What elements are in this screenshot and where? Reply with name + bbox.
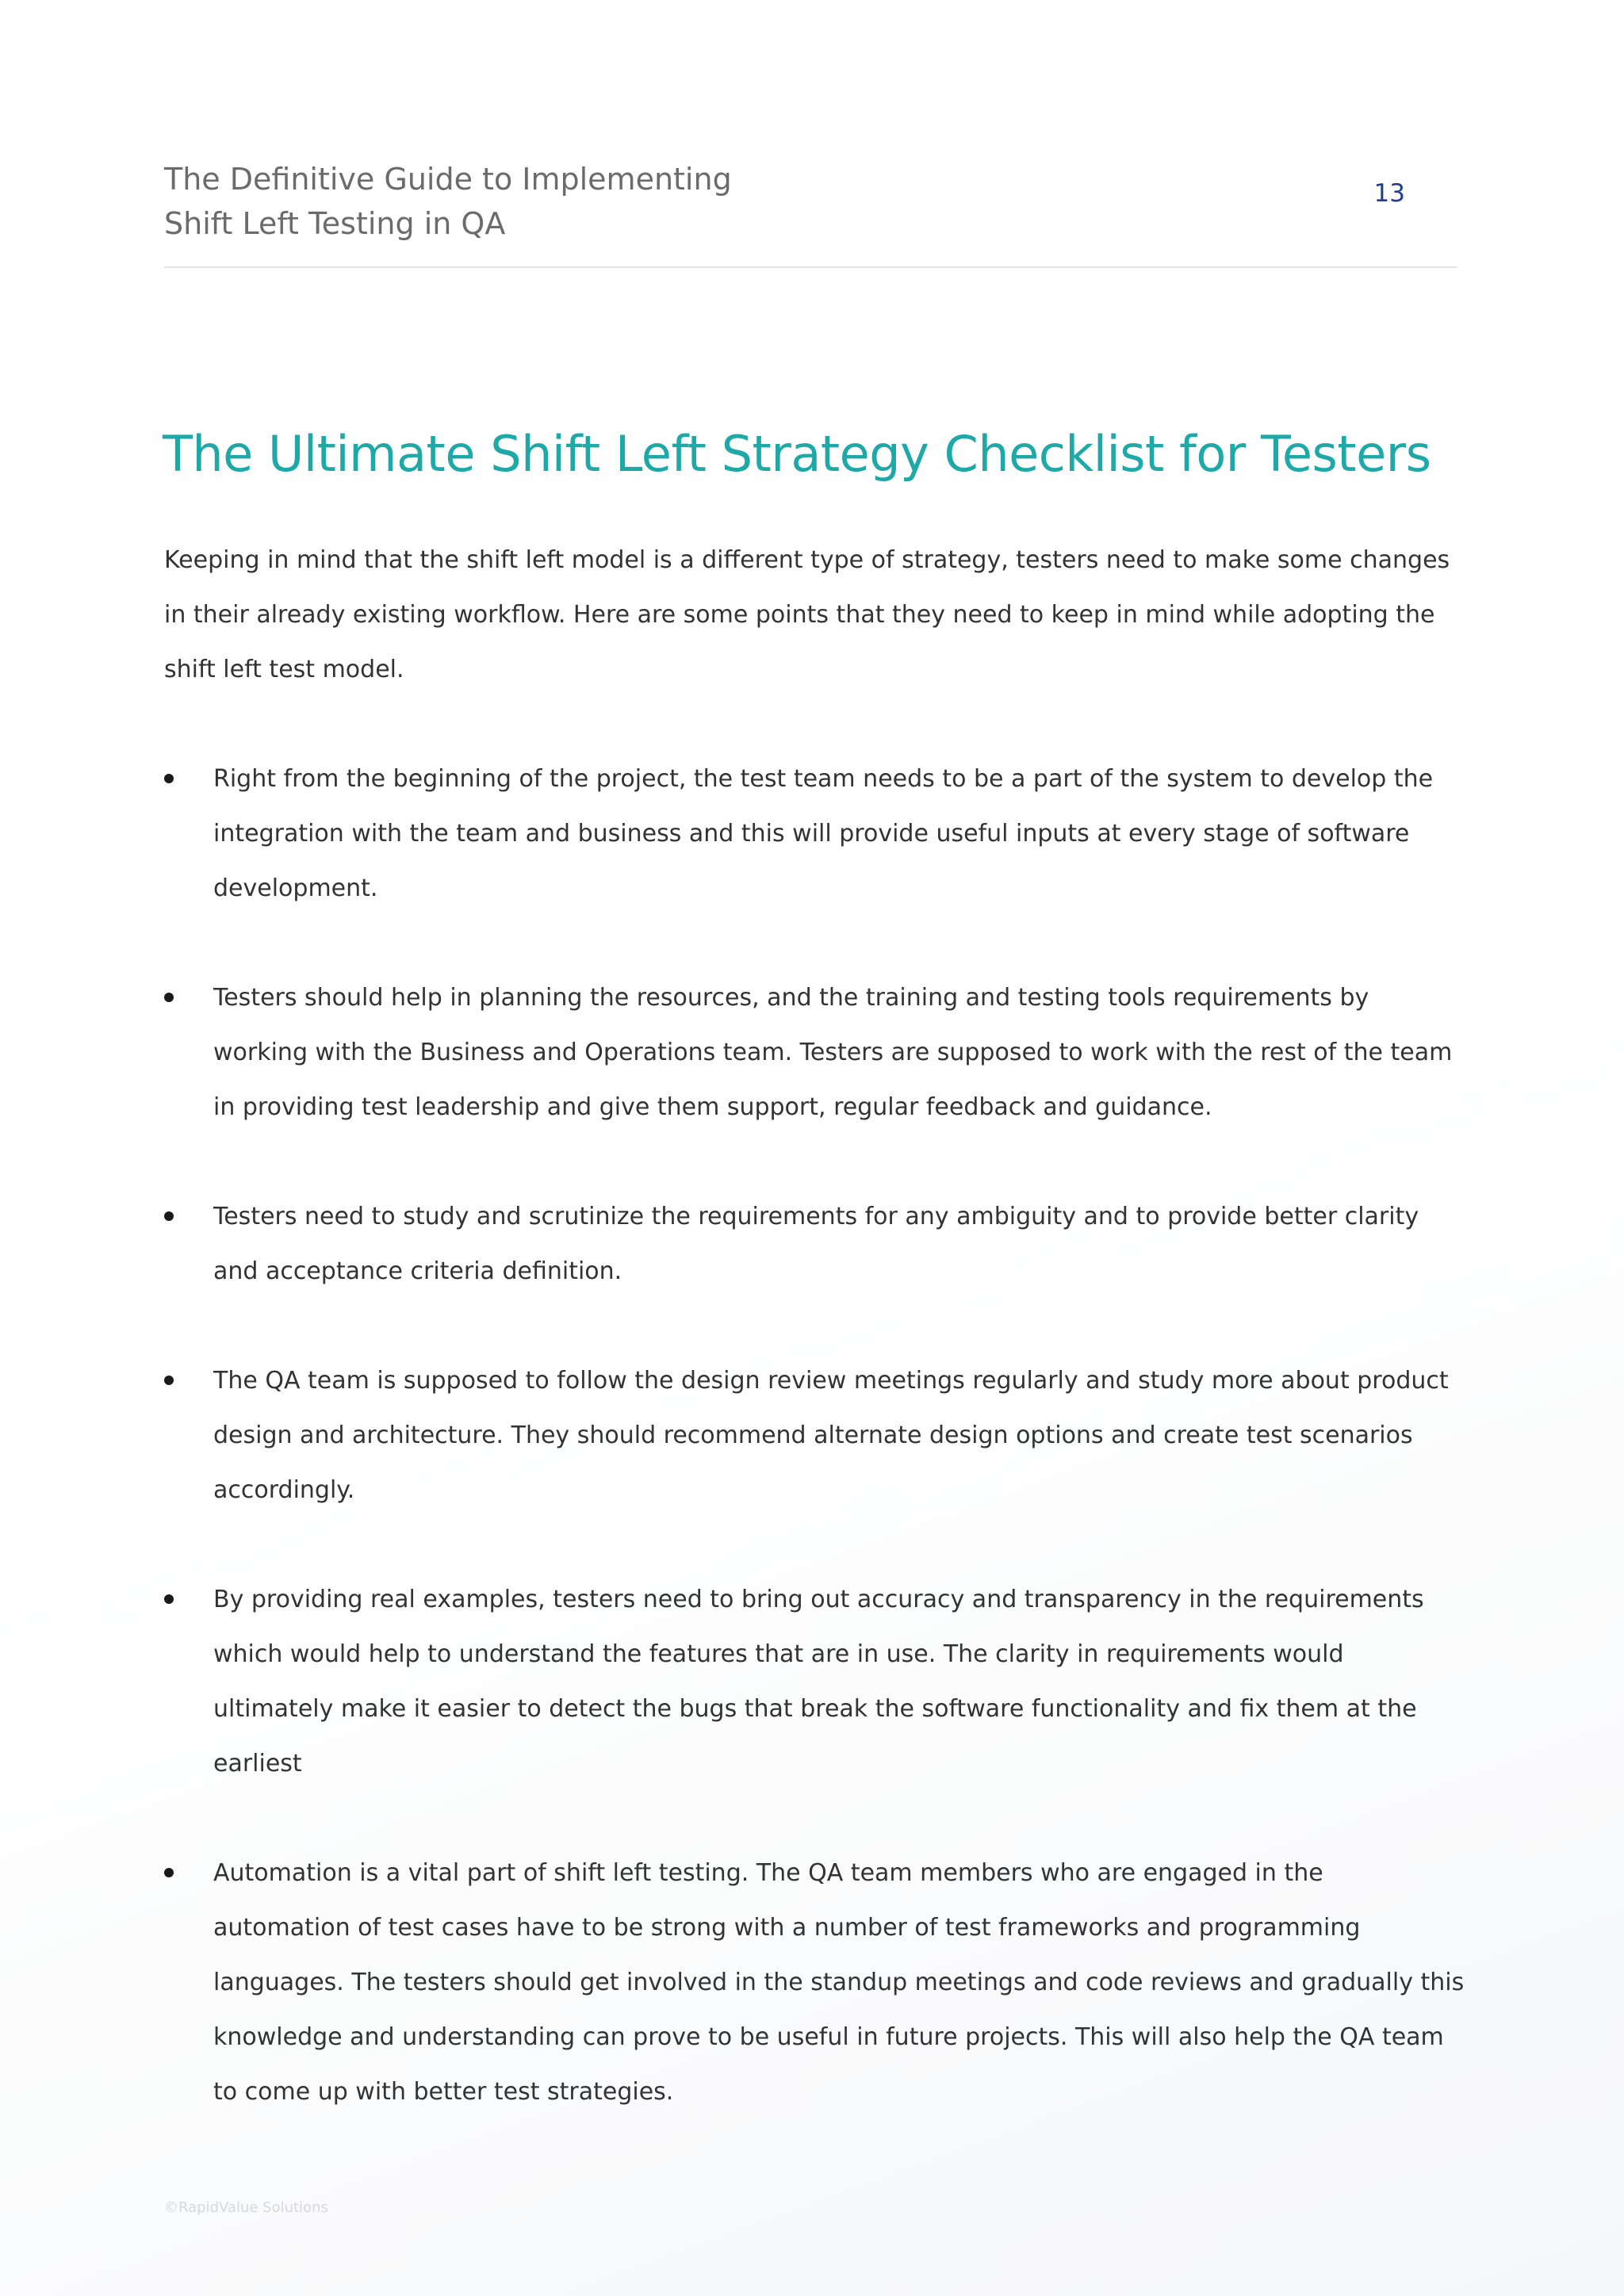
bullet-icon [164,1376,174,1385]
footer-copyright: ©RapidValue Solutions [164,2199,328,2216]
checklist-item [164,1353,1465,1517]
section-title: The Ultimate Shift Left Strategy Checklist for Testers [163,425,1431,483]
checklist-item [164,1572,1465,1791]
checklist-item [164,1846,1465,2119]
document-title-line1: The Definitive Guide to Implementing [164,162,732,197]
document-title [164,157,1457,246]
header-divider [164,266,1457,268]
checklist-item-text: The QA team is supposed to follow the design review meetings regularly and study more about product design and architecture. They should recommend alternate design options and create test scenarios accordingly. [213,1367,1449,1504]
bullet-icon [164,1594,174,1604]
checklist-item-text: Right from the beginning of the project, the test team needs to be a part of the system to develop the integration with the team and business and this will provide useful inputs at every stage of software development. [213,765,1434,902]
page-header [164,157,1457,246]
checklist-item [164,970,1465,1135]
checklist-item-text: By providing real examples, testers need to bring out accuracy and transparency in the requirements which would help to understand the features that are in use. The clarity in requirements would ultimately make it easier to detect the bugs that break the software functionality and fix them at the earliest [213,1586,1424,1777]
checklist-item-text: Testers should help in planning the resources, and the training and testing tools requirements by working with the Business and Operations team. Testers are supposed to work with the rest of the team in providing test leadership and give them support, regular feedback and guidance. [213,984,1453,1121]
page-number: 13 [1373,179,1405,208]
checklist-item [164,752,1465,916]
checklist [164,752,1465,2174]
intro-paragraph: Keeping in mind that the shift left model is a different type of strategy, testers need to make some changes in their already existing workflow. Here are some points that they need to keep in mind while adopting the shift left test model. [164,546,1450,683]
bullet-icon [164,993,174,1002]
checklist-item [164,1189,1465,1299]
document-title-line2: Shift Left Testing in QA [164,206,506,241]
bullet-icon [164,1868,174,1877]
checklist-item-text: Automation is a vital part of shift left testing. The QA team members who are engaged in the automation of test cases have to be strong with a number of test frameworks and programming languages. The testers should get involved in the standup meetings and code reviews and gradually this knowledge and understanding can prove to be useful in future projects. This will also help the QA team to come up with better test strategies. [213,1859,1465,2106]
checklist-item-text: Testers need to study and scrutinize the requirements for any ambiguity and to provide better clarity and acceptance criteria definition. [213,1203,1419,1285]
bullet-icon [164,1211,174,1221]
bullet-icon [164,774,174,783]
